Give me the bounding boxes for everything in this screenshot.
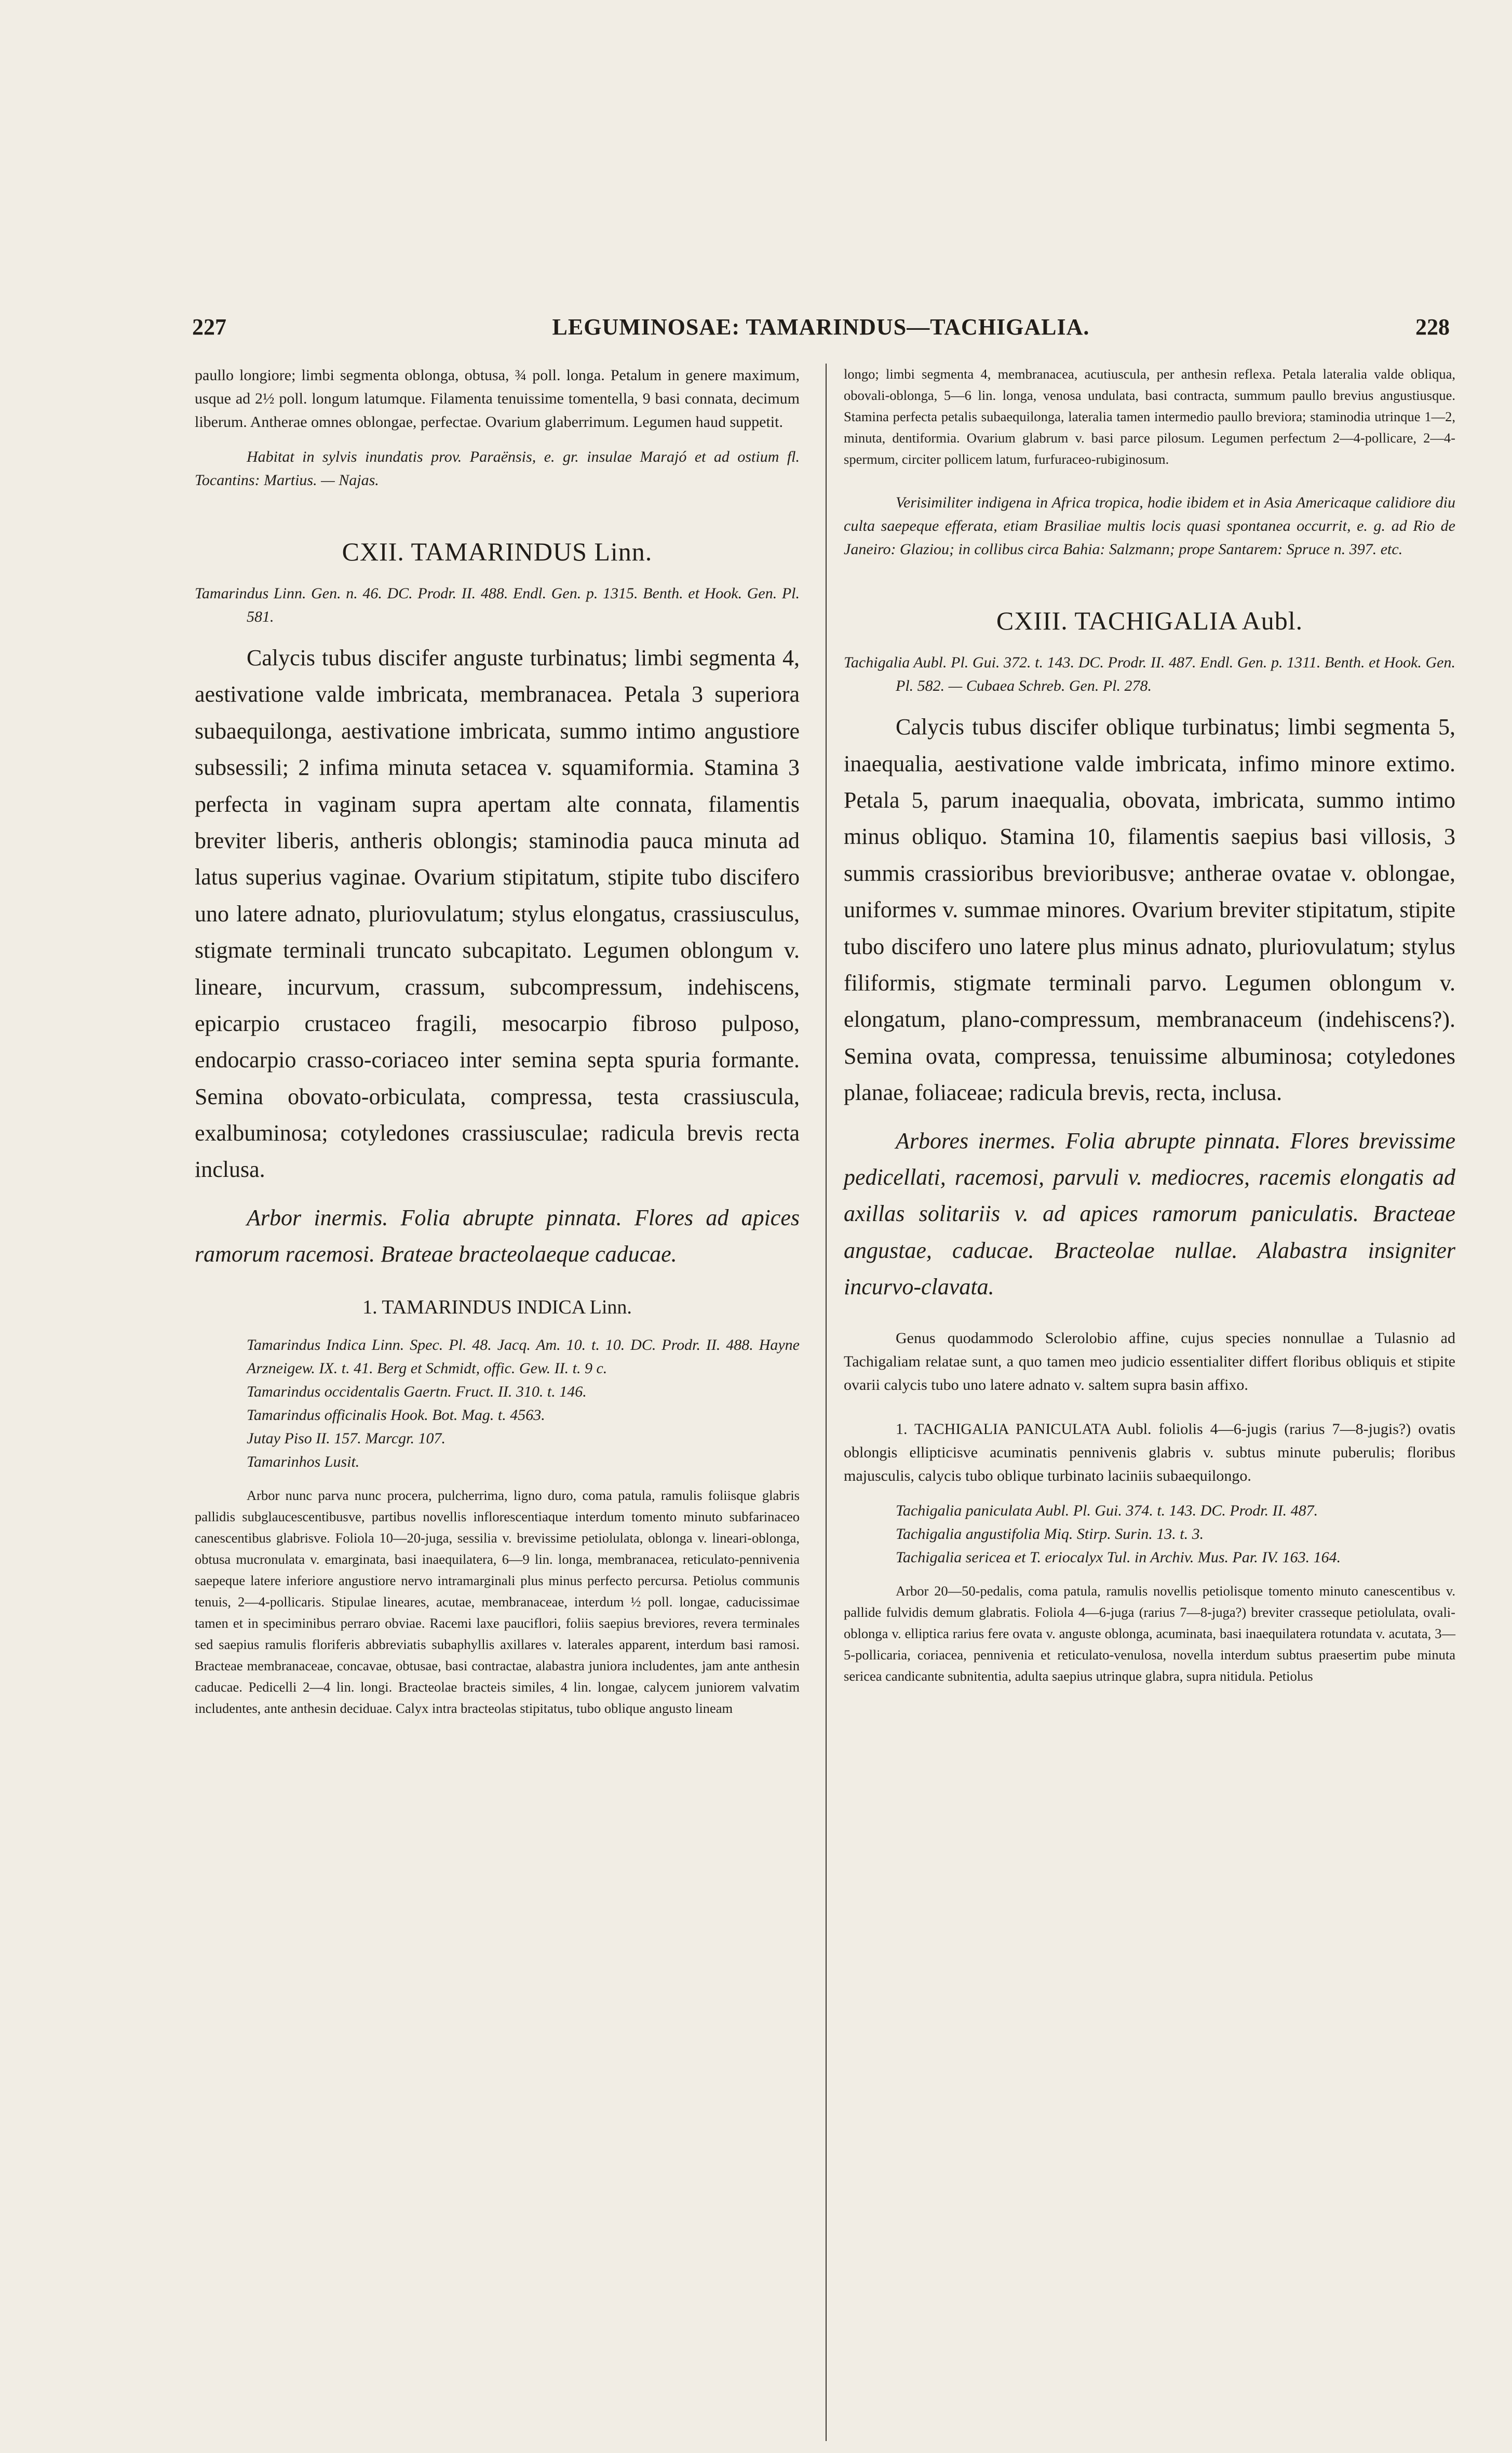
genus-heading-tachigalia: CXIII. TACHIGALIA Aubl. bbox=[996, 606, 1303, 636]
genus-description: Calycis tubus discifer oblique turbinatus; limbi segmenta 5, inaequalia, aestivatione valde imbricata, infimo minore extimo. Petala 5, parum inaequalia, obovata, imbricata, summo intimo minus obliquo. Stamina 10, filamentis saepius basi villosis, 3 summis crassioribus brevioribusve; antherae ovatae v. oblongae, uniformes v. summae minores. Ovarium breviter stipitatum, stipite tubo discifero uno latere plus minus adnato, pluriovulatum; stylus filiformis, stigmate terminali parvo. Legumen oblongum v. elongatum, plano-compressum, membranaceum (indehiscens?). Semina ovata, compressa, tenuissime albuminosa; cotyledones planae, foliaceae; radicula brevis, recta, inclusa. bbox=[844, 714, 1455, 1106]
page-number-left: 227 bbox=[192, 314, 226, 340]
synonym-line: Tamarinhos Lusit. bbox=[247, 1453, 360, 1470]
synonym-line: Tamarindus Indica Linn. Spec. Pl. 48. Jacq. Am. 10. t. 10. DC. Prodr. II. 488. Hayne Arzneigew. IX. t. 41. Berg et Schmidt, offic. Gew. II. t. 9 c. bbox=[247, 1336, 800, 1377]
synonym-line: Tachigalia angustifolia Miq. Stirp. Surin. 13. t. 3. bbox=[896, 1525, 1204, 1543]
page-number-right: 228 bbox=[1415, 314, 1450, 340]
species-description: Arbor 20—50-pedalis, coma patula, ramulis novellis petiolisque tomento minuto canescentibus v. pallide fulvidis demum glabratis. Foliola 4—6-juga (rarius 7—8-juga?) breviter crasseque petiolulata, ovali-oblonga v. elliptica rarius fere ovata v. anguste oblonga, acuminata, basi inaequilatera rotundata v. acutata, 3—5-pollicaria, coriacea, pennivenia et reticulato-venulosa, novella interdum subtus praesertim pube minuta sericea candicante subnitentia, adulta saepius utrinque glabra, supra nitidula. Petiolus bbox=[844, 1583, 1455, 1684]
synonym-line: Tamarindus occidentalis Gaertn. Fruct. II. 310. t. 146. bbox=[247, 1383, 587, 1400]
genus-note: Genus quodammodo Sclerolobio affine, cujus species nonnullae a Tulasnio ad Tachigaliam relatae sunt, a quo tamen meo judicio essentialiter differt floribus obliquis et stipite ovarii calycis tubo uno latere adnato v. saltem supra basin affixo. bbox=[844, 1329, 1455, 1393]
left-column bbox=[195, 364, 800, 1719]
right-column bbox=[844, 364, 1455, 1687]
synonymy bbox=[195, 1333, 800, 1473]
genus-habit: Arbores inermes. Folia abrupte pinnata. Flores brevissime pedicellati, racemosi, parvuli v. mediocres, racemis elongatis ad axillas solitariis v. ad apices ramorum paniculatis. Bracteae angustae, caducae. Bracteolae nullae. Alabastra insigniter incurvo-clavata. bbox=[844, 1128, 1455, 1300]
genus-references: Tachigalia Aubl. Pl. Gui. 372. t. 143. DC. Prodr. II. 487. Endl. Gen. p. 1311. Benth. et Hook. Gen. Pl. 582. — Cubaea Schreb. Gen. Pl. 278. bbox=[844, 654, 1455, 695]
synonymy bbox=[844, 1499, 1455, 1569]
page-header bbox=[192, 314, 1450, 345]
species-description: Arbor nunc parva nunc procera, pulcherrima, ligno duro, coma patula, ramulis foliisque glabris pallidis subglaucescentibusve, partibus novellis inflorescentiaque interdum tomento minuto subfarinaceo canescentibus glabrisve. Foliola 10—20-juga, sessilia v. brevissime petiolulata, oblonga v. lineari-oblonga, obtusa mucronulata v. emarginata, basi inaequilatera, 6—9 lin. longa, membranacea, reticulato-pennivenia saepeque latere inferiore angustiore nervo intramarginali plus minus perfecto percursa. Petiolus communis tenuis, 2—4-pollicaris. Stipulae lineares, acutae, membranaceae, interdum ½ poll. longae, caducissimae tamen et in speciminibus perraro obviae. Racemi laxe pauciflori, foliis saepius breviores, revera terminales sed saepius ramulis floriferis abbreviatis subaphyllis axillares v. laterales apparent, interdum basi ramosi. Bracteae membranaceae, concavae, obtusae, basi contractae, alabastra juniora includentes, jam ante anthesin caducae. Pedicelli 2—4 lin. longi. Bracteolae bracteis similes, 4 lin. longae, calycem juniorem valvatim includentes, ante anthesin deciduae. Calyx intra bracteolas stipitatus, tubo oblique angusto lineam bbox=[195, 1487, 800, 1717]
genus-heading-tamarindus: CXII. TAMARINDUS Linn. bbox=[342, 537, 653, 566]
continued-species-description: longo; limbi segmenta 4, membranacea, acutiuscula, per anthesin reflexa. Petala lateralia valde obliqua, obovali-oblonga, 5—6 lin. longa, venosa undulata, basi contracta, summum paullo brevius angustiusque. Stamina perfecta petalis subaequilonga, lateralia tamen intermedio paullo breviora; staminodia utrinque 1—2, minuta, dentiformia. Ovarium glabrum v. basi parce pilosum. Legumen perfectum 2—4-pollicare, 2—4-spermum, circiter pollicem latum, furfuraceo-rubiginosum. bbox=[844, 366, 1455, 467]
running-title: LEGUMINOSAE: TAMARINDUS—TACHIGALIA. bbox=[552, 314, 1090, 340]
genus-habit: Arbor inermis. Folia abrupte pinnata. Flores ad apices ramorum racemosi. Brateae bracteolaeque caducae. bbox=[195, 1204, 800, 1267]
continued-description: paullo longiore; limbi segmenta oblonga, obtusa, ¾ poll. longa. Petalum in genere maximum, usque ad 2½ poll. longum latumque. Filamenta tenuissime tomentella, 9 basi connata, decimum liberum. Antherae omnes oblongae, perfectae. Ovarium glaberrimum. Legumen haud suppetit. bbox=[195, 367, 800, 431]
synonym-line: Tamarindus officinalis Hook. Bot. Mag. t. 4563. bbox=[247, 1406, 545, 1424]
species-diagnosis: 1. TACHIGALIA PANICULATA Aubl. foliolis 4—6-jugis (rarius 7—8-jugis?) ovatis oblongis ellipticisve acuminatis pennivenis glabris v. subtus minute puberulis; floribus majusculis, calycis tubo oblique turbinato laciniis subaequilongo. bbox=[844, 1420, 1455, 1484]
genus-description: Calycis tubus discifer anguste turbinatus; limbi segmenta 4, aestivatione valde imbricata, membranacea. Petala 3 superiora subaequilonga, aestivatione imbricata, summo intimo angustiore subsessili; 2 infima minuta setacea v. squamiformia. Stamina 3 perfecta in vaginam supra apertam alte connata, filamentis breviter liberis, antheris oblongis; staminodia pauca minuta ad latus superius vaginae. Ovarium stipitatum, stipite tubo discifero uno latere adnato, pluriovulatum; stylus elongatus, crassiusculus, stigmate terminali truncato subcapitato. Legumen oblongum v. lineare, incurvum, crassum, subcompressum, indehiscens, epicarpio crustaceo fragili, mesocarpio fibroso pulposo, endocarpio crasso-coriaceo inter semina septa spuria formante. Semina obovato-orbiculata, compressa, testa crassiuscula, exalbuminosa; cotyledones crassiusculae; radicula brevis recta inclusa. bbox=[195, 645, 800, 1183]
distribution-note: Verisimiliter indigena in Africa tropica, hodie ibidem et in Asia Americaque calidiore diu culta saepeque efferata, etiam Brasiliae multis locis quasi spontanea occurrit, e. g. ad Rio de Janeiro: Glaziou; in collibus circa Bahia: Salzmann; prope Santarem: Spruce n. 397. etc. bbox=[844, 494, 1455, 558]
synonym-line: Tachigalia sericea et T. eriocalyx Tul. in Archiv. Mus. Par. IV. 163. 164. bbox=[896, 1548, 1341, 1566]
genus-references: Tamarindus Linn. Gen. n. 46. DC. Prodr. II. 488. Endl. Gen. p. 1315. Benth. et Hook. Gen. Pl. 581. bbox=[195, 585, 800, 625]
column-divider bbox=[826, 364, 827, 2441]
species-heading: 1. TAMARINDUS INDICA Linn. bbox=[362, 1296, 632, 1318]
synonym-line: Tachigalia paniculata Aubl. Pl. Gui. 374. t. 143. DC. Prodr. II. 487. bbox=[896, 1502, 1318, 1519]
synonym-line: Jutay Piso II. 157. Marcgr. 107. bbox=[247, 1429, 446, 1447]
habitat-note: Habitat in sylvis inundatis prov. Paraënsis, e. gr. insulae Marajó et ad ostium fl. Tocantins: Martius. — Najas. bbox=[195, 448, 800, 489]
